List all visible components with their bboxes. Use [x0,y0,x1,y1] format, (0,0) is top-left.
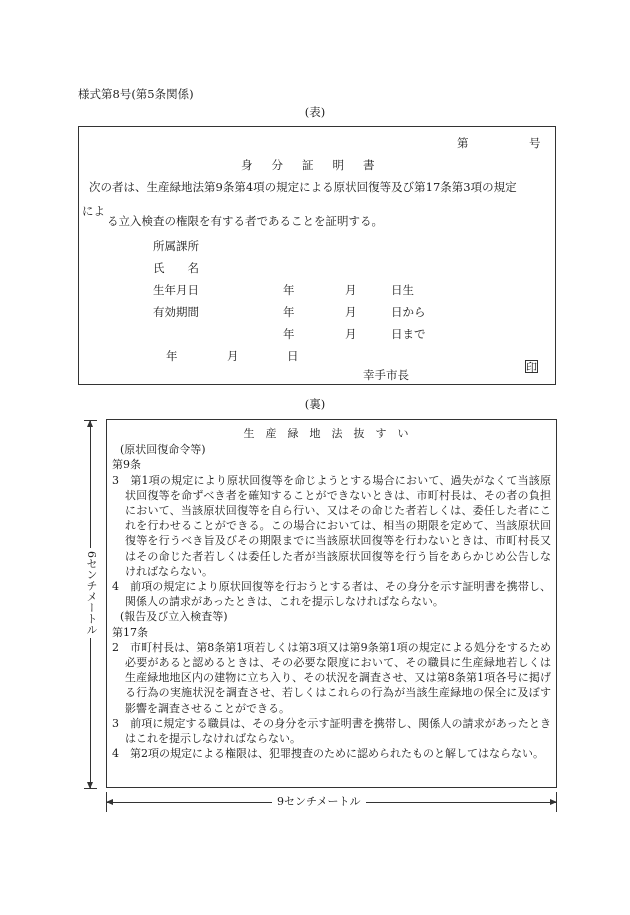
height-arrow-up-icon [87,420,93,427]
validity-until-year: 年 [283,327,295,341]
validity-from-day: 日から [391,305,426,319]
width-dimension-label: 9センチメートル [272,794,366,810]
certificate-back [106,419,557,788]
validity-from-month: 月 [345,305,357,319]
name-label: 氏 名 [153,261,199,275]
article-9-paragraph-3: 3 第1項の規定により原状回復等を命じようとする場合において、過失がなくて当該原状回復等を命ずべき者を確知することができないときは、市町村長は、その者の負担において、当該原状回復等を自ら行い、又はその命じた者若しくは、委任した者にこれを行わせることができる。この場合においては、相当の期限を定めて、当該原状回復等を行うべき旨及びその期限までに当該原状回復等を行わないときは、市町村長又はその命じた者若しくは委任した者が当該原状回復等を行う旨をあらかじめ公告しなければならない。 [112,473,551,578]
section-heading-restoration: (原状回復命令等) [120,443,206,457]
width-arrow-right-icon [550,799,557,805]
issue-month: 月 [227,349,239,363]
width-arrow-left-icon [106,799,113,805]
validity-label: 有効期間 [153,305,199,319]
validity-until-day: 日まで [391,327,426,341]
validity-until-month: 月 [345,327,357,341]
issuer-name: 幸手市長 [363,368,409,382]
back-side-label: (裏) [304,397,326,411]
law-excerpt-title: 生産緑地法抜すい [243,427,420,440]
certificate-front [78,126,556,385]
number-prefix: 第 [457,136,469,150]
form-number-label: 様式第8号(第5条関係) [78,87,194,101]
statement-line-1: 次の者は、生産緑地法第9条第4項の規定による原状回復等及び第17条第3項の規定 [89,180,517,194]
article-9-paragraph-4: 4 前項の規定により原状回復等を行おうとする者は、その身分を示す証明書を携帯し、関係人の請求があったときは、これを提示しなければならない。 [112,580,551,609]
issue-year: 年 [166,349,178,363]
article-17-paragraph-4: 4 第2項の規定による権限は、犯罪捜査のために認められたものと解してはならない。 [112,747,544,761]
birth-day: 日生 [391,283,414,297]
birth-year: 年 [283,283,295,297]
birth-month: 月 [345,283,357,297]
article-9-label: 第9条 [112,458,141,472]
article-17-paragraph-3: 3 前項に規定する職員は、その身分を示す証明書を携帯し、関係人の請求があったときはこれを提示しなければならない。 [112,716,551,746]
section-heading-inspection: (報告及び立入検査等) [120,610,228,624]
seal-mark: 印 [526,361,537,374]
certificate-title: 身分証明書 [241,158,394,172]
article-17-paragraph-2: 2 市町村長は、第8条第1項若しくは第3項又は第9条第1項の規定による処分をするため必要があると認めるときは、その必要な限度において、その職員に生産緑地若しくは生産緑地地区内の建物に立ち入り、その状況を調査させ、又は第8条第1項各号に掲げる行為の実施状況を調査させ、若しくはこれらの行為が当該生産緑地の保全に及ぼす影響を調査させることができる。 [112,640,551,715]
dept-label: 所属課所 [153,239,199,253]
height-dimension-label: 6センチメートル [83,548,98,638]
statement-line-2a: によ [82,204,105,218]
height-arrow-down-icon [87,782,93,789]
article-17-label: 第17条 [112,625,148,639]
number-suffix: 号 [529,136,541,150]
statement-line-2b: る立入検査の権限を有する者であることを証明する。 [107,214,383,228]
validity-from-year: 年 [283,305,295,319]
law-excerpt [112,426,551,761]
front-side-label: (表) [304,105,326,119]
birth-label: 生年月日 [153,283,199,297]
issue-day: 日 [287,349,299,363]
